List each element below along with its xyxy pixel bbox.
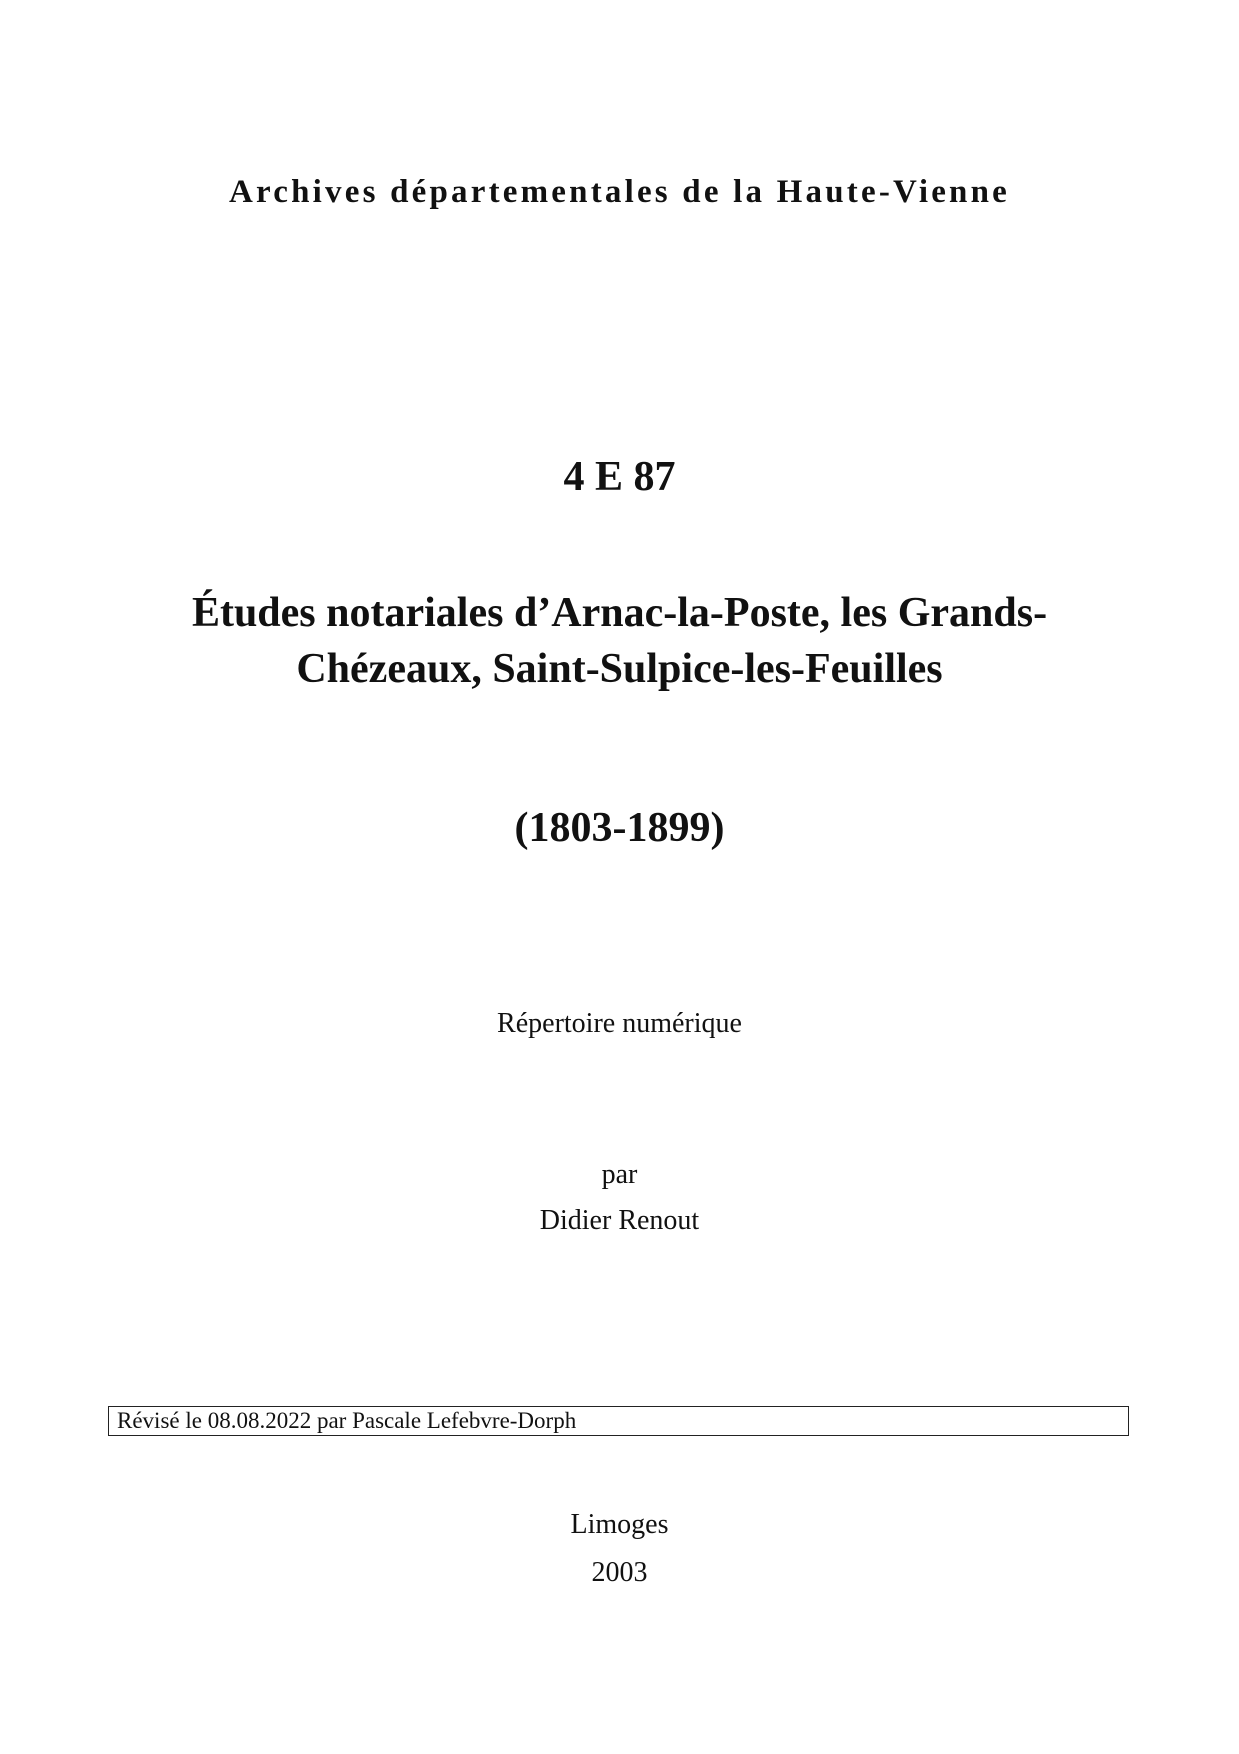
- date-range: (1803-1899): [514, 805, 725, 851]
- by-label: par: [601, 1159, 638, 1190]
- archive-cote: 4 E 87: [563, 454, 676, 500]
- document-title: [100, 585, 1139, 697]
- document-title-line-2: Chézeaux, Saint-Sulpice-les-Feuilles: [296, 646, 943, 692]
- revision-note-box: [108, 1406, 1129, 1436]
- document-title-line-1: Études notariales d’Arnac-la-Poste, les Grands-: [191, 590, 1048, 636]
- document-type: Répertoire numérique: [497, 1008, 742, 1039]
- publication-place: Limoges: [570, 1509, 669, 1540]
- author-name: Didier Renout: [539, 1205, 700, 1236]
- institution-heading: Archives départementales de la Haute-Vienne: [228, 174, 1010, 210]
- revision-note: Révisé le 08.08.2022 par Pascale Lefebvre-Dorph: [117, 1408, 577, 1433]
- publication-year: 2003: [591, 1557, 648, 1588]
